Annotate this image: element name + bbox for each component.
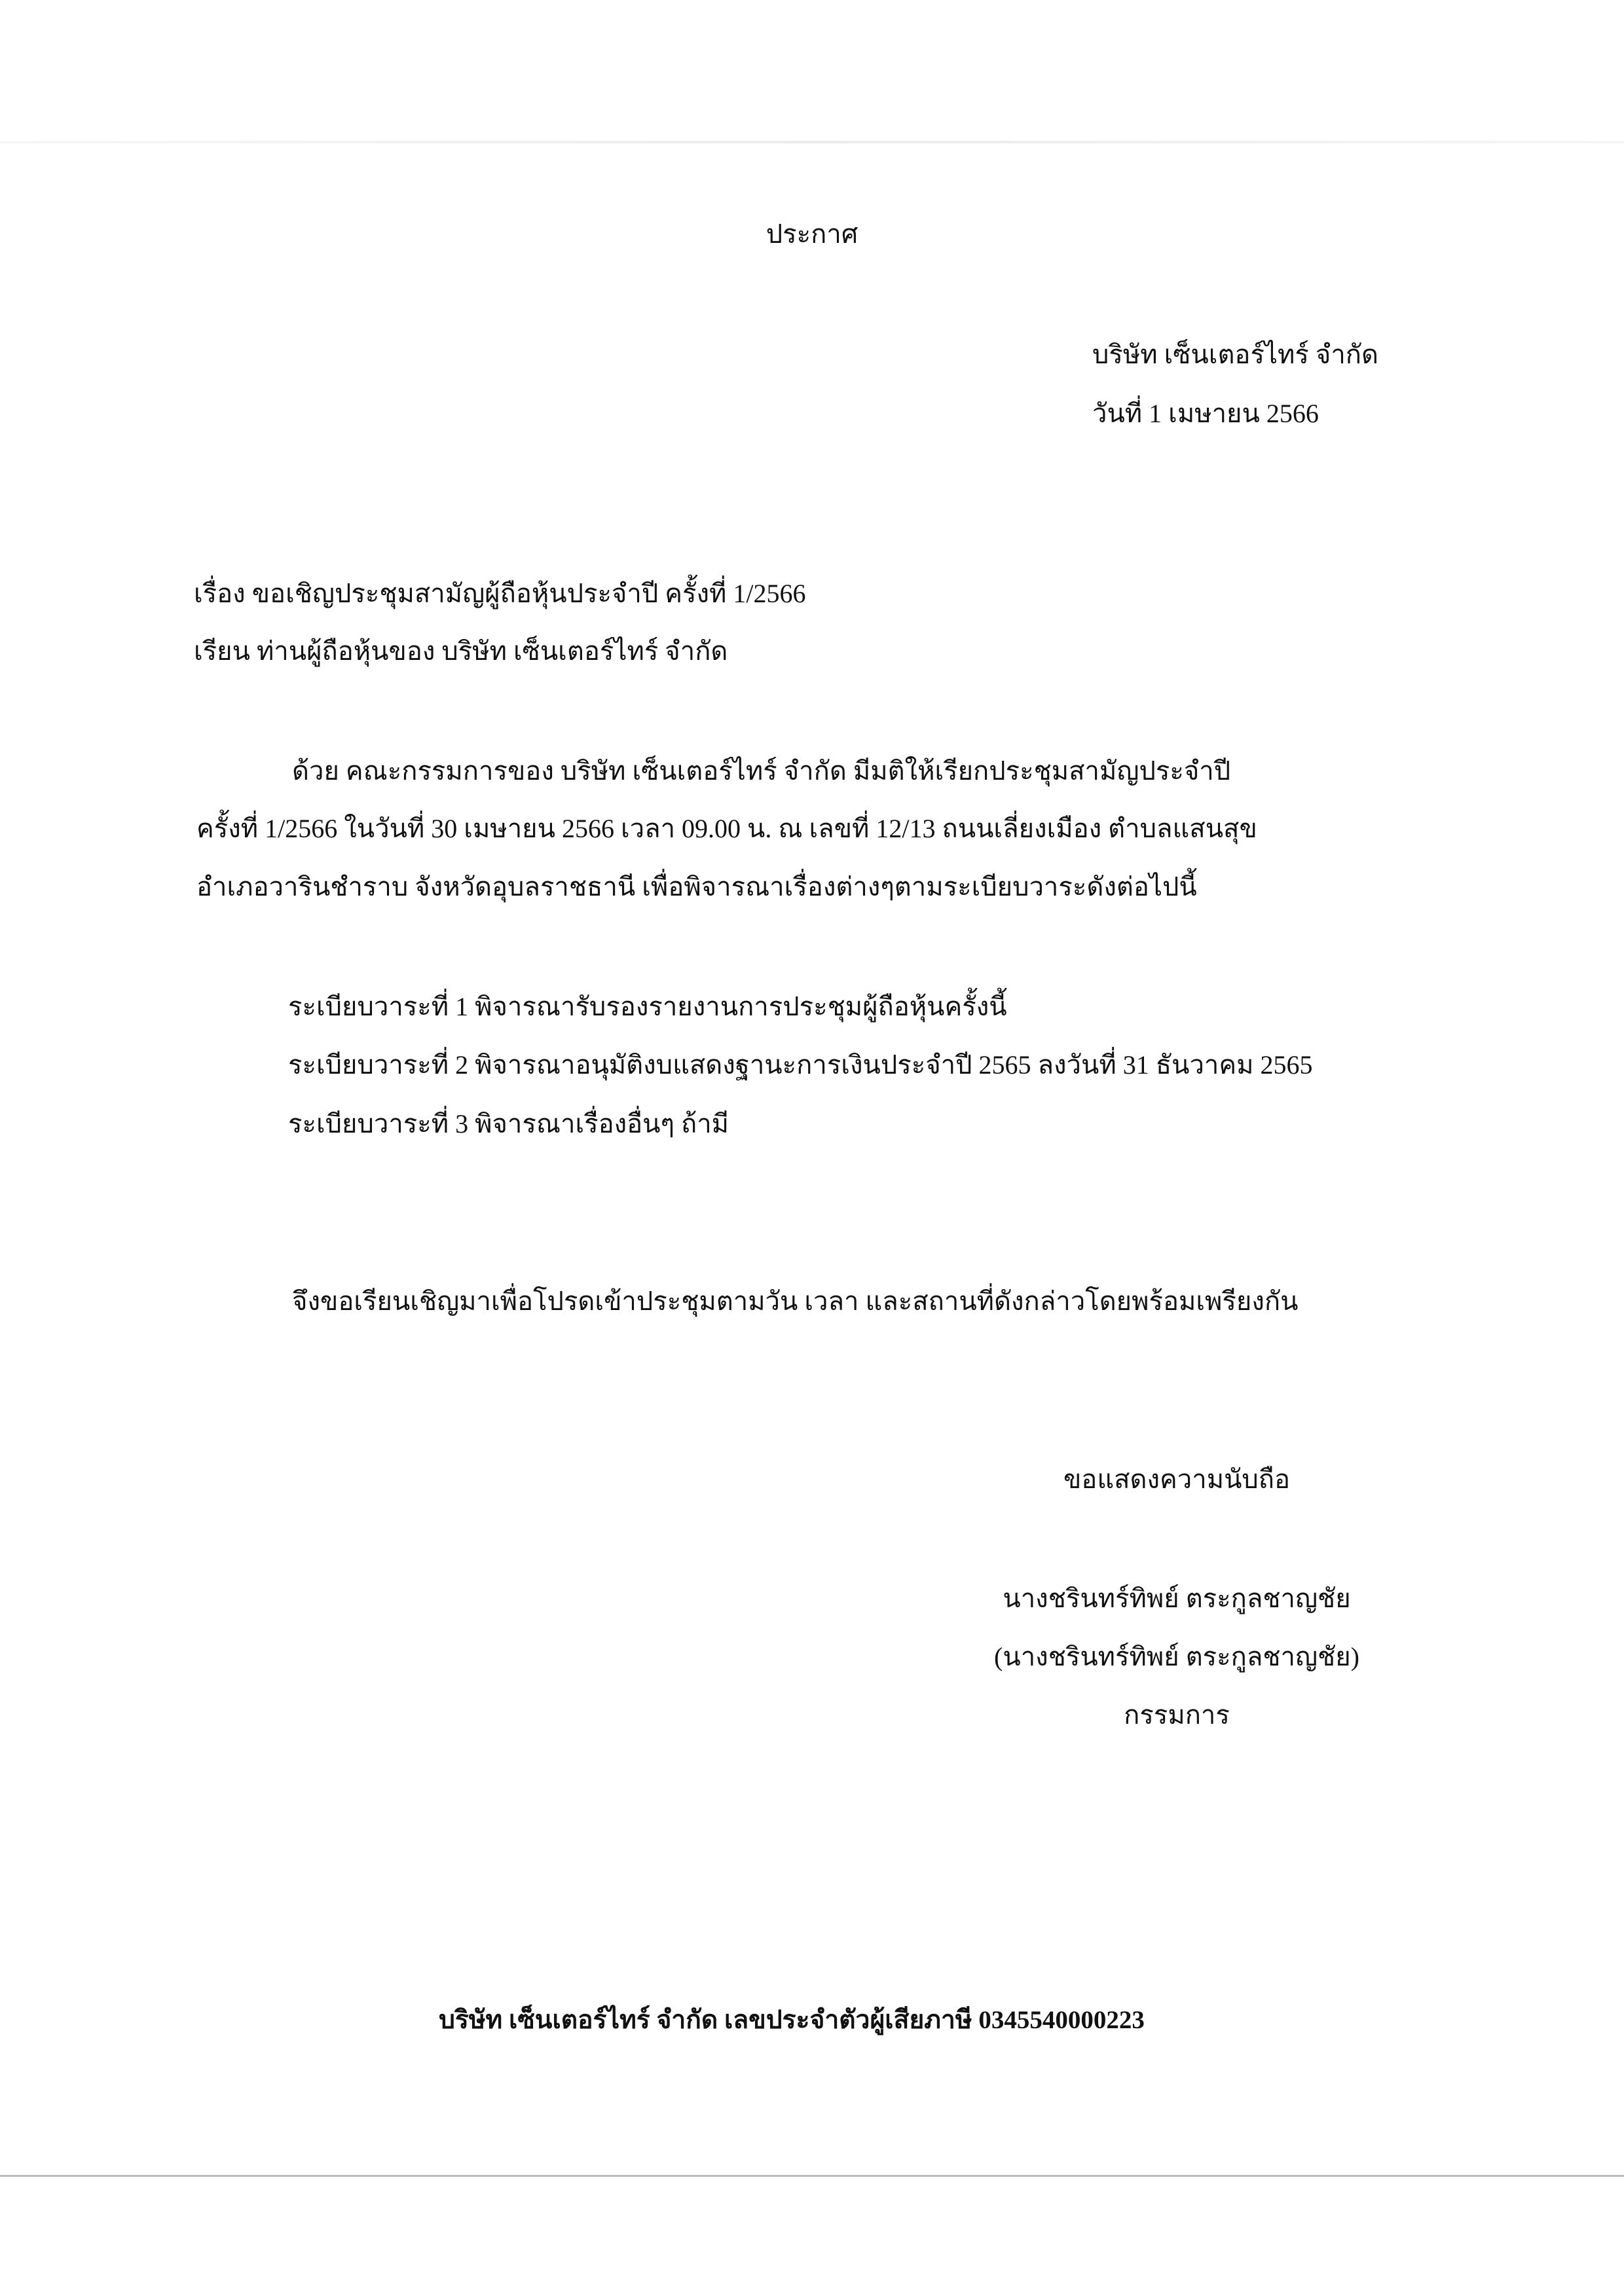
agenda-item: ระเบียบวาระที่ 3 พิจารณาเรื่องอื่นๆ ถ้ามี — [288, 1109, 729, 1139]
closing-invitation: จึงขอเรียนเชิญมาเพื่อโปรดเข้าประชุมตามวัน เวลา และสถานที่ดังกล่าวโดยพร้อมเพรียงกัน — [292, 1286, 1299, 1316]
document-footer: บริษัท เซ็นเตอร์ไทร์ จำกัด เลขประจำตัวผู้เสียภาษี 0345540000223 — [439, 2006, 1145, 2034]
agenda-item: ระเบียบวาระที่ 1 พิจารณารับรองรายงานการประชุมผู้ถือหุ้นครั้งนี้ — [288, 992, 1007, 1021]
body-line: ด้วย คณะกรรมการของ บริษัท เซ็นเตอร์ไทร์ จำกัด มีมติให้เรียกประชุมสามัญประจำปี — [292, 756, 1231, 786]
recipient-line: เรียน ท่านผู้ถือหุ้นของ บริษัท เซ็นเตอร์ไทร์ จำกัด — [194, 636, 728, 666]
scan-artifact-top — [0, 141, 1624, 143]
sign-off: ขอแสดงความนับถือ — [1063, 1465, 1291, 1494]
document-heading: ประกาศ — [766, 219, 858, 249]
footer-divider — [0, 2175, 1624, 2177]
subject-line: เรื่อง ขอเชิญประชุมสามัญผู้ถือหุ้นประจำปี ครั้งที่ 1/2566 — [194, 579, 806, 608]
company-header: บริษัท เซ็นเตอร์ไทร์ จำกัด — [1092, 340, 1378, 369]
document-date: วันที่ 1 เมษายน 2566 — [1092, 399, 1319, 428]
signature-title: กรรมการ — [1124, 1700, 1230, 1730]
agenda-item: ระเบียบวาระที่ 2 พิจารณาอนุมัติงบแสดงฐานะการเงินประจำปี 2565 ลงวันที่ 31 ธันวาคม 2565 — [288, 1050, 1313, 1080]
signature-name: นางชรินทร์ทิพย์ ตระกูลชาญชัย — [1003, 1584, 1351, 1613]
body-line: ครั้งที่ 1/2566 ในวันที่ 30 เมษายน 2566 เวลา 09.00 น. ณ เลขที่ 12/13 ถนนเลี่ยงเมือง ตำบลแสนสุข — [196, 814, 1257, 843]
signature-printed-name: (นางชรินทร์ทิพย์ ตระกูลชาญชัย) — [994, 1642, 1359, 1671]
body-line: อำเภอวารินชำราบ จังหวัดอุบลราชธานี เพื่อพิจารณาเรื่องต่างๆตามระเบียบวาระดังต่อไปนี้ — [196, 872, 1197, 902]
